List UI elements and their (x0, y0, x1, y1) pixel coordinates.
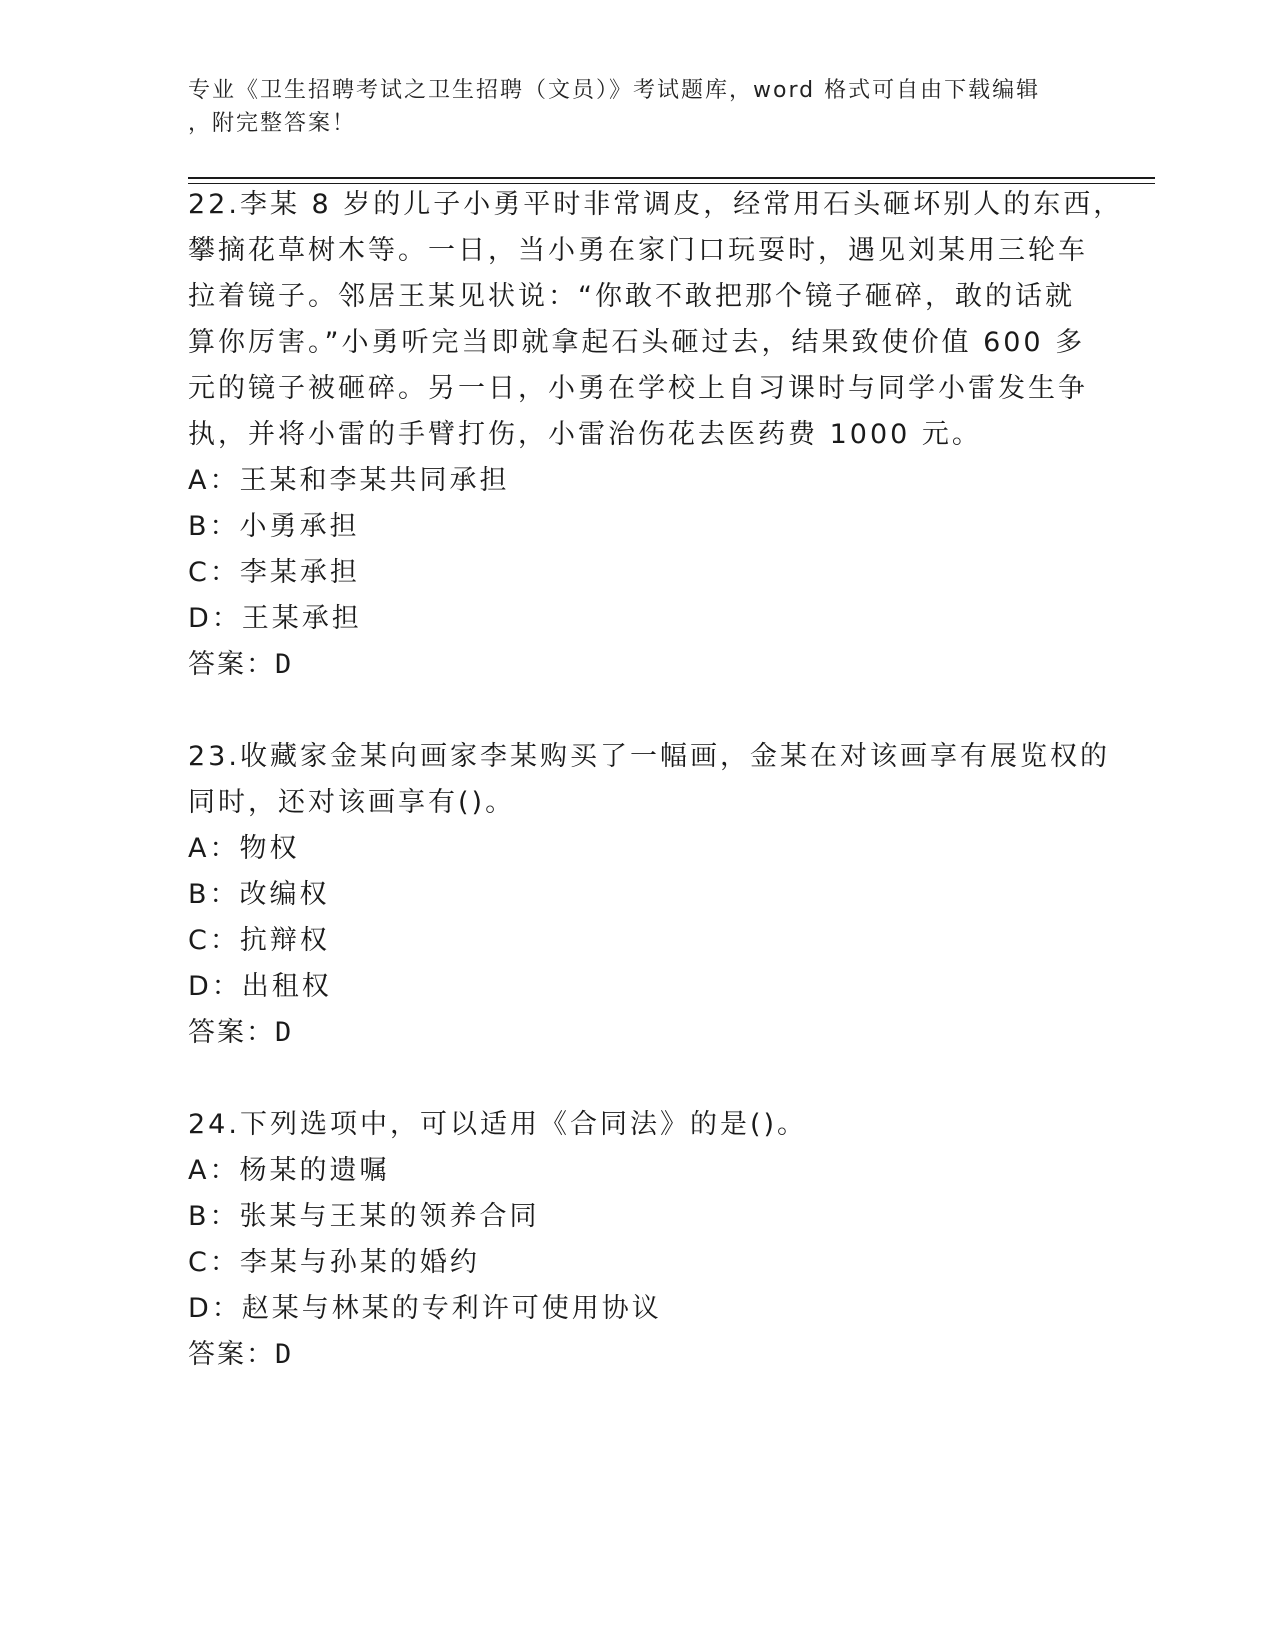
question-text-line: 攀摘花草树木等。一日，当小勇在家门口玩耍时，遇见刘某用三轮车 (188, 235, 1088, 266)
question-text-line: 24.下列选项中，可以适用《合同法》的是()。 (188, 1109, 808, 1140)
question-23 (188, 734, 1110, 1056)
header-divider (188, 177, 1155, 179)
option-b: B：改编权 (188, 879, 330, 910)
option-d: D：赵某与林某的专利许可使用协议 (188, 1293, 662, 1324)
question-text-line: 23.收藏家金某向画家李某购买了一幅画，金某在对该画享有展览权的 (188, 741, 1110, 772)
option-c: C：李某与孙某的婚约 (188, 1247, 480, 1278)
question-text-line: 算你厉害。”小勇听完当即就拿起石头砸过去，结果致使价值 600 多 (188, 327, 1086, 358)
option-b: B：张某与王某的领养合同 (188, 1201, 540, 1232)
option-c: C：李某承担 (188, 557, 360, 588)
question-24 (188, 1102, 1088, 1378)
answer: 答案：D (188, 1017, 294, 1048)
option-c: C：抗辩权 (188, 925, 330, 956)
question-text-line: 元的镜子被砸碎。另一日，小勇在学校上自习课时与同学小雷发生争 (188, 373, 1088, 404)
option-a: A：物权 (188, 833, 300, 864)
question-text-line: 执，并将小雷的手臂打伤，小雷治伤花去医药费 1000 元。 (188, 419, 982, 450)
option-b: B：小勇承担 (188, 511, 360, 542)
question-text-line: 拉着镜子。邻居王某见状说：“你敢不敢把那个镜子砸碎，敢的话就 (188, 281, 1075, 312)
answer: 答案：D (188, 649, 294, 680)
answer: 答案：D (188, 1339, 294, 1370)
header-line-1: 专业《卫生招聘考试之卫生招聘（文员）》考试题库，word 格式可自由下载编辑 (188, 78, 1041, 103)
header-line-2: ，附完整答案！ (188, 111, 357, 136)
question-text-line: 22.李某 8 岁的儿子小勇平时非常调皮，经常用石头砸坏别人的东西， (188, 189, 1124, 220)
question-text-line: 同时，还对该画享有()。 (188, 787, 516, 818)
document-header (188, 74, 1068, 140)
option-d: D：出租权 (188, 971, 332, 1002)
option-a: A：杨某的遗嘱 (188, 1155, 390, 1186)
option-d: D：王某承担 (188, 603, 362, 634)
option-a: A：王某和李某共同承担 (188, 465, 510, 496)
question-22 (188, 182, 1124, 688)
